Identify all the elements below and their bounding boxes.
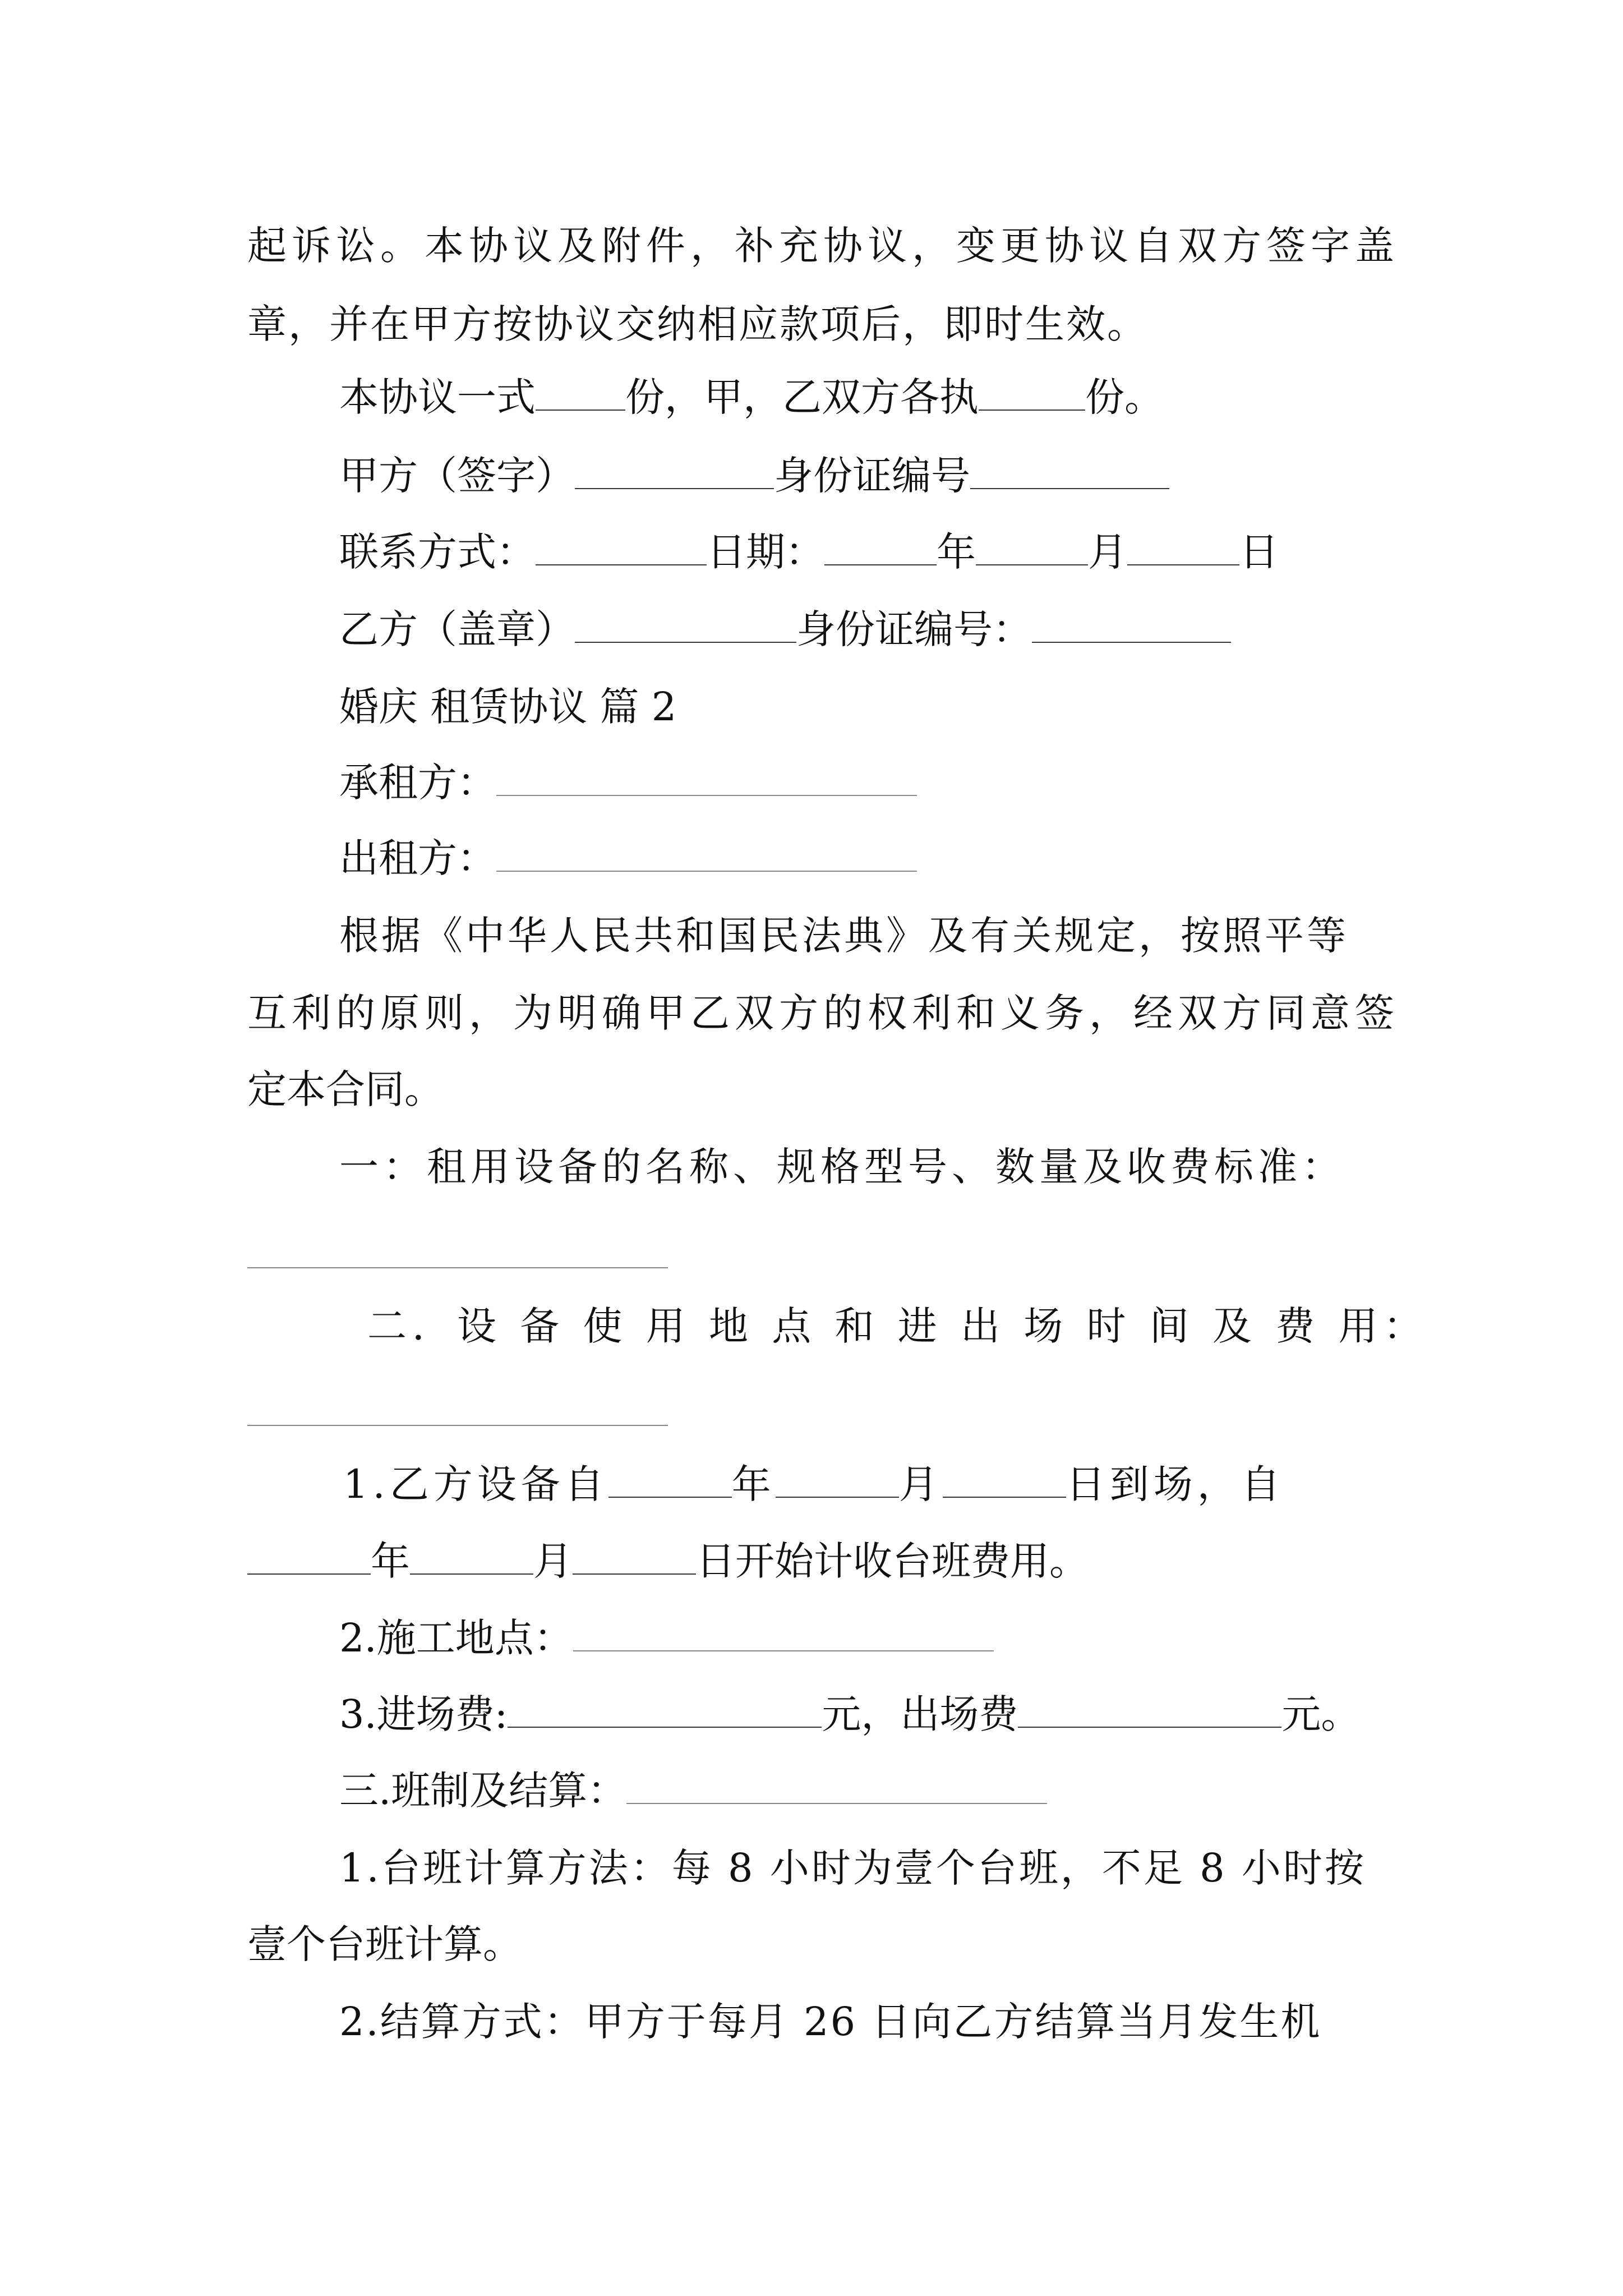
lessee-blank[interactable] xyxy=(496,759,917,796)
clause-text: 年 xyxy=(371,1538,410,1584)
clause-line: 二．设 备 使 用 地 点 和 进 出 场 时 间 及 费 用： xyxy=(367,1303,1428,1349)
clause-line xyxy=(339,1686,1360,1742)
exit-fee-label: 元，出场费 xyxy=(822,1691,1018,1737)
paragraph-line: 壹个台班计算。 xyxy=(247,1921,522,1967)
party-b-id-label: 身份证编号： xyxy=(796,606,1032,652)
party-b-id-blank[interactable] xyxy=(1032,606,1231,643)
clause-text: 月 xyxy=(533,1538,573,1584)
clause-line xyxy=(339,1763,1047,1819)
arrive-month-blank[interactable] xyxy=(776,1461,899,1498)
clause-text: 元。 xyxy=(1281,1691,1361,1737)
party-a-id-label: 身份证编号 xyxy=(774,453,970,499)
lessor-blank[interactable] xyxy=(496,835,917,872)
copies-total-blank[interactable] xyxy=(536,374,625,411)
clause-line: 一：租用设备的名称、规格型号、数量及收费标准： xyxy=(339,1144,1345,1190)
copies-text: 本协议一式 xyxy=(339,374,536,420)
party-a-sign-label: 甲方（签字） xyxy=(339,453,575,499)
party-b-seal-blank[interactable] xyxy=(575,606,796,643)
exit-fee-blank[interactable] xyxy=(1018,1691,1281,1728)
paragraph-line: 起诉讼。本协议及附件，补充协议，变更协议自双方签字盖 xyxy=(247,223,1399,269)
contact-label: 联系方式： xyxy=(339,529,536,575)
clause-text: 1.乙方设备自 xyxy=(343,1461,608,1507)
clause-2-blank[interactable] xyxy=(247,1425,668,1426)
copies-text: 份。 xyxy=(1085,374,1164,420)
paragraph-line: 1.台班计算方法：每 8 小时为壹个台班，不足 8 小时按 xyxy=(339,1845,1366,1891)
clause-text: 日开始计收台班费用。 xyxy=(696,1538,1089,1584)
contact-date-line xyxy=(339,524,1279,580)
site-label: 2.施工地点： xyxy=(339,1615,573,1661)
settlement-blank[interactable] xyxy=(626,1767,1047,1804)
party-a-line xyxy=(339,448,1169,504)
billing-year-blank[interactable] xyxy=(247,1538,371,1575)
clause-text: 日到场，自 xyxy=(1066,1461,1285,1507)
clause-line xyxy=(339,1610,994,1666)
lessee-label: 承租方： xyxy=(339,760,496,806)
copies-each-blank[interactable] xyxy=(979,374,1085,411)
arrive-year-blank[interactable] xyxy=(608,1461,732,1498)
section-heading: 婚庆 租赁协议 篇 2 xyxy=(339,684,677,730)
party-b-seal-label: 乙方（盖章） xyxy=(339,606,575,652)
paragraph-line: 章，并在甲方按协议交纳相应款项后，即时生效。 xyxy=(247,301,1148,347)
paragraph-line: 2.结算方式：甲方于每月 26 日向乙方结算当月发生机 xyxy=(339,1999,1322,2045)
lessor-line xyxy=(339,830,917,886)
clause-text: 年 xyxy=(731,1461,776,1507)
day-blank[interactable] xyxy=(1127,528,1239,565)
year-label: 年 xyxy=(937,529,976,575)
contact-blank[interactable] xyxy=(536,528,707,565)
year-blank[interactable] xyxy=(824,528,937,565)
settlement-label: 三.班制及结算： xyxy=(339,1768,627,1814)
lessee-line xyxy=(339,754,917,811)
clause-line xyxy=(343,1456,1285,1512)
copies-text: 份，甲，乙双方各执 xyxy=(625,374,979,420)
party-a-id-blank[interactable] xyxy=(970,452,1169,489)
paragraph-line: 互利的原则，为明确甲乙双方的权利和义务，经双方同意签 xyxy=(247,990,1399,1036)
party-a-sign-blank[interactable] xyxy=(575,452,774,489)
site-blank[interactable] xyxy=(573,1614,994,1651)
billing-month-blank[interactable] xyxy=(410,1538,533,1575)
date-label: 日期： xyxy=(707,529,824,575)
party-b-line xyxy=(339,601,1231,657)
month-label: 月 xyxy=(1088,529,1127,575)
billing-day-blank[interactable] xyxy=(573,1538,696,1575)
entry-fee-blank[interactable] xyxy=(508,1691,822,1728)
clause-line xyxy=(247,1533,1089,1589)
arrive-day-blank[interactable] xyxy=(943,1461,1066,1498)
paragraph-line: 根据《中华人民共和国民法典》及有关规定，按照平等 xyxy=(339,913,1349,959)
copies-line xyxy=(339,369,1164,425)
clause-1-blank[interactable] xyxy=(247,1267,668,1268)
paragraph-line: 定本合同。 xyxy=(247,1066,444,1112)
day-label: 日 xyxy=(1239,529,1279,575)
clause-text: 月 xyxy=(898,1461,943,1507)
month-blank[interactable] xyxy=(976,528,1088,565)
lessor-label: 出租方： xyxy=(339,835,496,881)
entry-fee-label: 3.进场费: xyxy=(339,1691,508,1737)
